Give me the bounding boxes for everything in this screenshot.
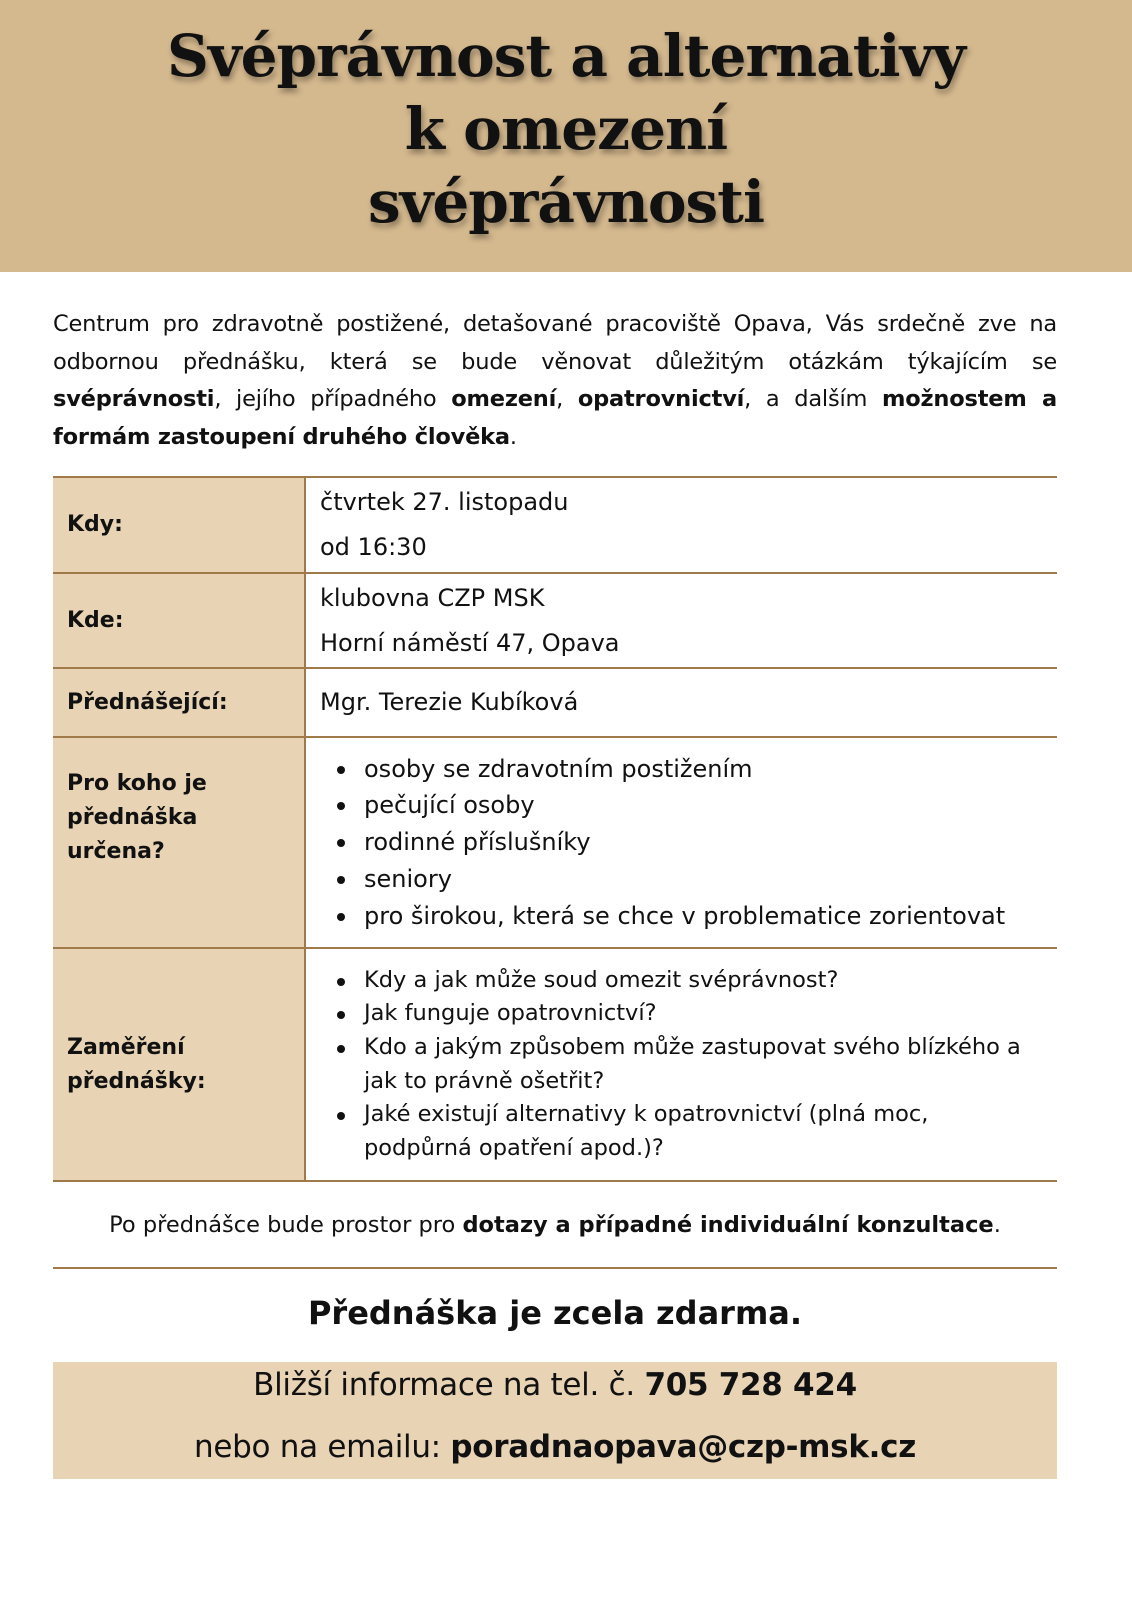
list-item: seniory: [364, 861, 1057, 898]
phone-number[interactable]: 705 728 424: [644, 1367, 857, 1403]
followup-note: [53, 1205, 1057, 1245]
intro-emphasis: možnostem a formám zastoupení druhého člověka: [53, 386, 1057, 450]
speaker-name: Mgr. Terezie Kubíková: [320, 688, 579, 716]
row-when: [53, 478, 1057, 574]
venue-address: Horní náměstí 47, Opava: [320, 628, 620, 657]
intro-paragraph: [53, 306, 1057, 456]
contact-box: [53, 1362, 1057, 1479]
list-item: pečující osoby: [364, 787, 1057, 824]
title-banner: [0, 0, 1132, 272]
intro-text: Centrum pro zdravotně postižené, detašované pracoviště Opava, Vás srdečně zve na odbornou přednášku, která se bude věnovat důležitým otázkám týkajícím se: [53, 311, 1057, 375]
contact-email-line: [53, 1424, 1057, 1470]
row-speaker: [53, 669, 1057, 738]
email-address[interactable]: poradnaopava@czp-msk.cz: [450, 1429, 916, 1465]
label-when: Kdy:: [53, 478, 306, 572]
value-when: [306, 478, 1057, 572]
contact-phone-line: [53, 1362, 1057, 1408]
list-item: pro širokou, která se chce v problematice zorientovat: [364, 898, 1057, 935]
list-item: Kdy a jak může soud omezit svéprávnost?: [364, 964, 1037, 998]
section-divider: [53, 1267, 1057, 1269]
title-line-3: svéprávnosti: [368, 168, 764, 236]
followup-emphasis: dotazy a případné individuální konzultace: [462, 1212, 994, 1238]
intro-text: , a dalším: [744, 386, 883, 412]
intro-emphasis: svéprávnosti: [53, 386, 215, 412]
label-focus-text: Zaměření přednášky:: [67, 1034, 206, 1094]
free-admission-note: Přednáška je zcela zdarma.: [307, 1294, 803, 1332]
value-audience: [306, 738, 1057, 947]
event-date: čtvrtek 27. listopadu: [320, 488, 569, 516]
focus-list: [320, 964, 1057, 1166]
value-focus: [306, 949, 1057, 1180]
label-speaker: Přednášející:: [53, 669, 306, 736]
label-audience-text: Pro koho je přednáška určena?: [67, 770, 207, 864]
row-focus: [53, 949, 1057, 1182]
value-speaker: [306, 669, 1057, 736]
list-item: osoby se zdravotním postižením: [364, 751, 1057, 788]
audience-list: [320, 751, 1057, 935]
label-audience: [53, 738, 306, 947]
page-title: [0, 20, 1132, 239]
intro-text: .: [509, 423, 517, 450]
followup-end: .: [993, 1212, 1001, 1238]
title-line-2: k omezení: [404, 95, 728, 163]
label-where: Kde:: [53, 574, 306, 667]
followup-text: Po přednášce bude prostor pro: [109, 1212, 463, 1238]
title-line-1: Svéprávnost a alternativy: [167, 22, 965, 90]
event-info-table: [53, 476, 1057, 1182]
row-audience: [53, 738, 1057, 949]
label-focus: [53, 949, 306, 1180]
email-label: nebo na emailu:: [194, 1429, 451, 1465]
list-item: rodinné příslušníky: [364, 824, 1057, 861]
intro-emphasis: omezení: [451, 386, 557, 412]
list-item: Kdo a jakým způsobem může zastupovat svého blízkého a jak to právně ošetřit?: [364, 1031, 1037, 1098]
list-item: Jak funguje opatrovnictví?: [364, 997, 1037, 1031]
list-item: Jaké existují alternativy k opatrovnictví (plná moc, podpůrná opatření apod.)?: [364, 1098, 1037, 1165]
row-where: [53, 574, 1057, 669]
value-where: [306, 574, 1057, 667]
intro-text: ,: [556, 386, 578, 412]
phone-label: Bližší informace na tel. č.: [253, 1367, 645, 1403]
venue-name: klubovna CZP MSK: [320, 583, 545, 612]
intro-text: , jejího případného: [214, 386, 452, 412]
intro-emphasis: opatrovnictví: [577, 386, 745, 412]
event-time: od 16:30: [320, 533, 427, 561]
